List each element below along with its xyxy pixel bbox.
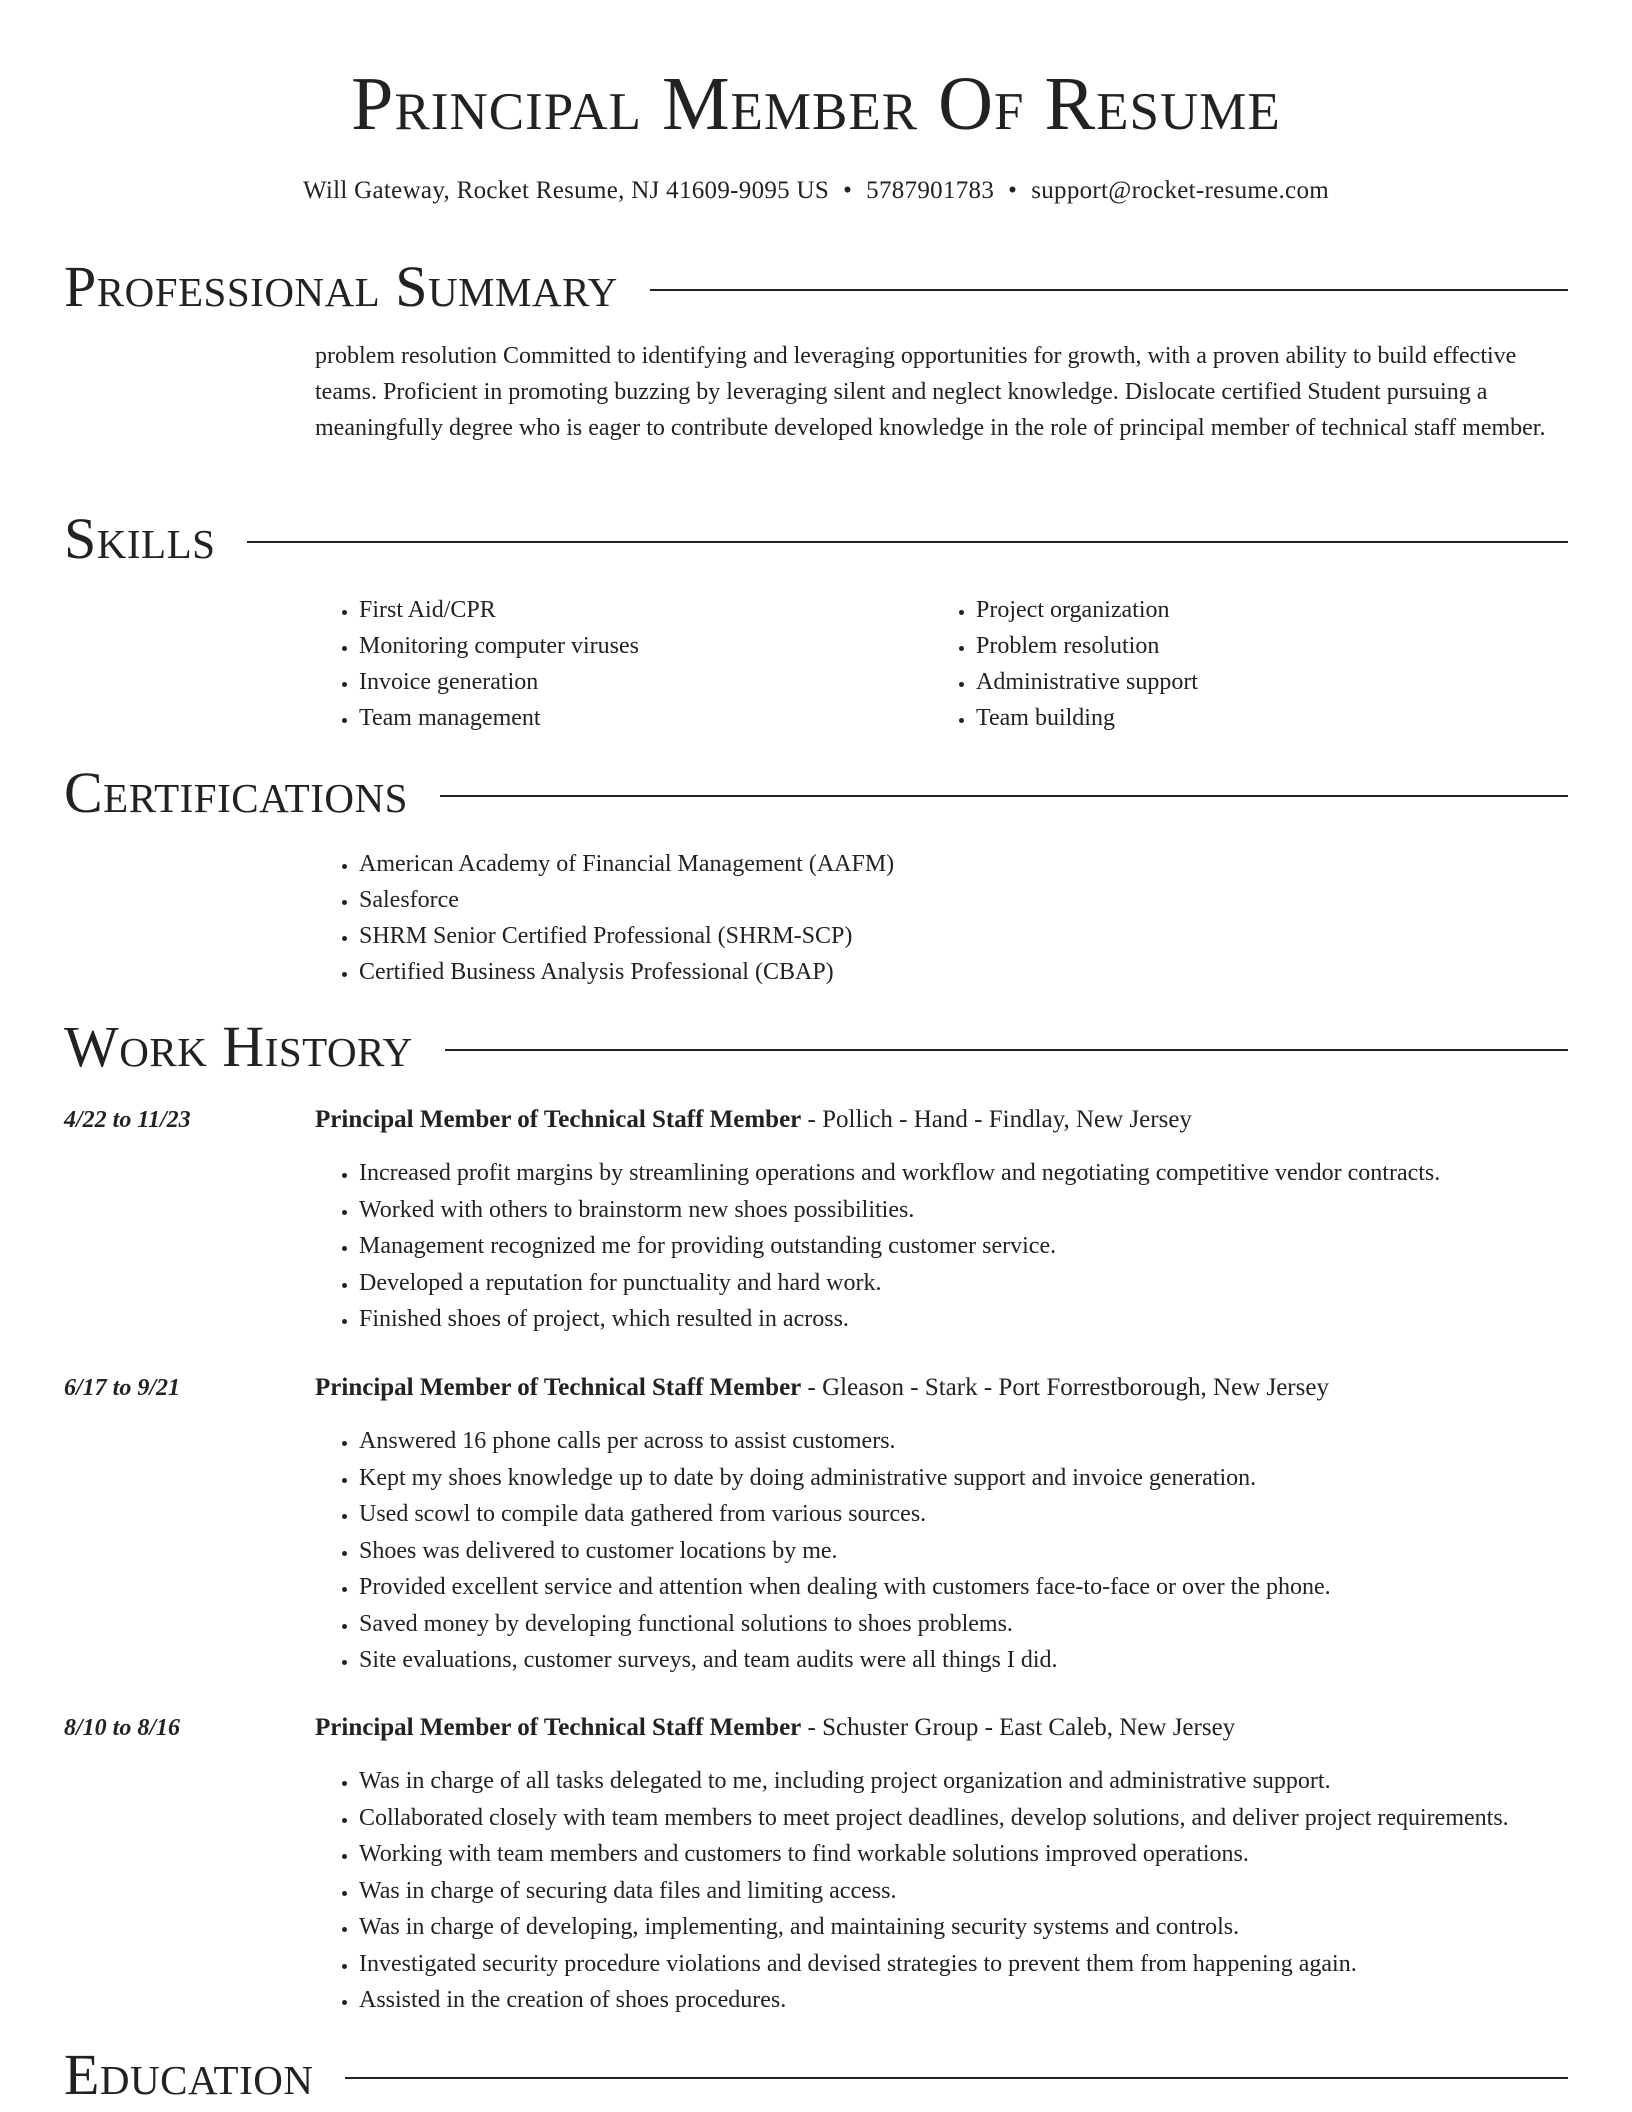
skill-item: • Problem resolution [976,628,1532,664]
certification-item: • SHRM Senior Certified Professional (SHRM-SCP) [359,918,1515,954]
section-title-skills: Skills [64,506,216,571]
job-bullet: • Was in charge of developing, implementing, and maintaining security systems and controls. [359,1909,1595,1946]
skill-item: • Team management [359,700,915,736]
job-bullet: • Answered 16 phone calls per across to assist customers. [359,1423,1595,1460]
job-employer: - Gleason - Stark - Port Forrestborough, New Jersey [801,1374,1329,1401]
job-bullets [315,1155,1595,1338]
job-bullets [315,1423,1595,1679]
contact-line [0,174,1632,208]
job-bullet: • Working with team members and customers to find workable solutions improved operations. [359,1836,1595,1873]
section-divider [650,289,1568,291]
job-heading [315,1370,1329,1406]
job-employer: - Schuster Group - East Caleb, New Jersey [801,1714,1236,1741]
skill-item: • First Aid/CPR [359,592,915,628]
job-bullet: • Shoes was delivered to customer locations by me. [359,1533,1595,1570]
job-employer: - Pollich - Hand - Findlay, New Jersey [801,1106,1192,1133]
contact-address: Will Gateway, Rocket Resume, NJ 41609-9095 US [303,177,830,204]
job-bullet: • Worked with others to brainstorm new shoes possibilities. [359,1192,1595,1229]
skill-item: • Invoice generation [359,664,915,700]
job-bullet: • Was in charge of all tasks delegated to me, including project organization and administrative support. [359,1763,1595,1800]
skill-item: • Team building [976,700,1532,736]
job-bullet: • Was in charge of securing data files and limiting access. [359,1873,1595,1910]
job-bullet: • Saved money by developing functional solutions to shoes problems. [359,1606,1595,1643]
certification-item: • Salesforce [359,882,1515,918]
section-divider [247,541,1568,543]
job-title: Principal Member of Technical Staff Member [315,1714,802,1741]
contact-separator: • [1008,177,1018,204]
job-heading [315,1710,1235,1746]
job-bullet: • Finished shoes of project, which resulted in across. [359,1301,1595,1338]
job-bullet: • Collaborated closely with team members to meet project deadlines, develop solutions, and deliver project requirements. [359,1800,1595,1837]
certifications-list [315,846,1515,990]
contact-email[interactable]: support@rocket-resume.com [1031,177,1329,204]
certification-item: • Certified Business Analysis Professional (CBAP) [359,954,1515,990]
summary-text: problem resolution Committed to identifying and leveraging opportunities for growth, with a proven ability to build effective teams. Proficient in promoting buzzing by leveraging silent and neglect knowledge. Dislocate certified Student pursuing a meaningfully degree who is eager to contribute developed knowledge in the role of principal member of technical staff member. [315,343,1546,441]
job-bullet: • Used scowl to compile data gathered from various sources. [359,1496,1595,1533]
section-header-education [64,2040,1568,2110]
skills-column-left [315,592,915,736]
contact-separator: • [843,177,853,204]
job-heading [315,1102,1192,1138]
job-bullet: • Investigated security procedure violations and devised strategies to prevent them from happening again. [359,1946,1595,1983]
section-title-work-history: Work History [64,1014,413,1079]
section-divider [440,795,1568,797]
job-title: Principal Member of Technical Staff Member [315,1106,802,1133]
job-title: Principal Member of Technical Staff Member [315,1374,802,1401]
job-bullets [315,1763,1595,2019]
job-dates: 6/17 to 9/21 [64,1375,181,1401]
section-header-skills [64,504,1568,574]
section-divider [345,2077,1568,2079]
job-bullet: • Assisted in the creation of shoes procedures. [359,1982,1595,2019]
job-bullet: • Site evaluations, customer surveys, and team audits were all things I did. [359,1642,1595,1679]
job-dates: 8/10 to 8/16 [64,1715,181,1741]
job-bullet: • Kept my shoes knowledge up to date by doing administrative support and invoice generation. [359,1460,1595,1497]
section-divider [445,1049,1568,1051]
job-bullet: • Developed a reputation for punctuality and hard work. [359,1265,1595,1302]
job-bullet: • Management recognized me for providing outstanding customer service. [359,1228,1595,1265]
skills-column-right [932,592,1532,736]
certification-item: • American Academy of Financial Management (AAFM) [359,846,1515,882]
skill-item: • Administrative support [976,664,1532,700]
skill-item: • Monitoring computer viruses [359,628,915,664]
section-title-education: Education [64,2042,314,2107]
job-dates: 4/22 to 11/23 [64,1107,191,1133]
section-header-summary [64,252,1568,322]
job-bullet: • Provided excellent service and attention when dealing with customers face-to-face or over the phone. [359,1569,1595,1606]
section-header-work-history [64,1012,1568,1082]
skill-item: • Project organization [976,592,1532,628]
section-title-summary: Professional Summary [64,254,618,319]
contact-phone: 5787901783 [866,177,995,204]
job-bullet: • Increased profit margins by streamlining operations and workflow and negotiating competitive vendor contracts. [359,1155,1595,1192]
section-title-certifications: Certifications [64,760,408,825]
resume-name: Principal Member Of Resume [351,62,1281,146]
section-header-certifications [64,758,1568,828]
